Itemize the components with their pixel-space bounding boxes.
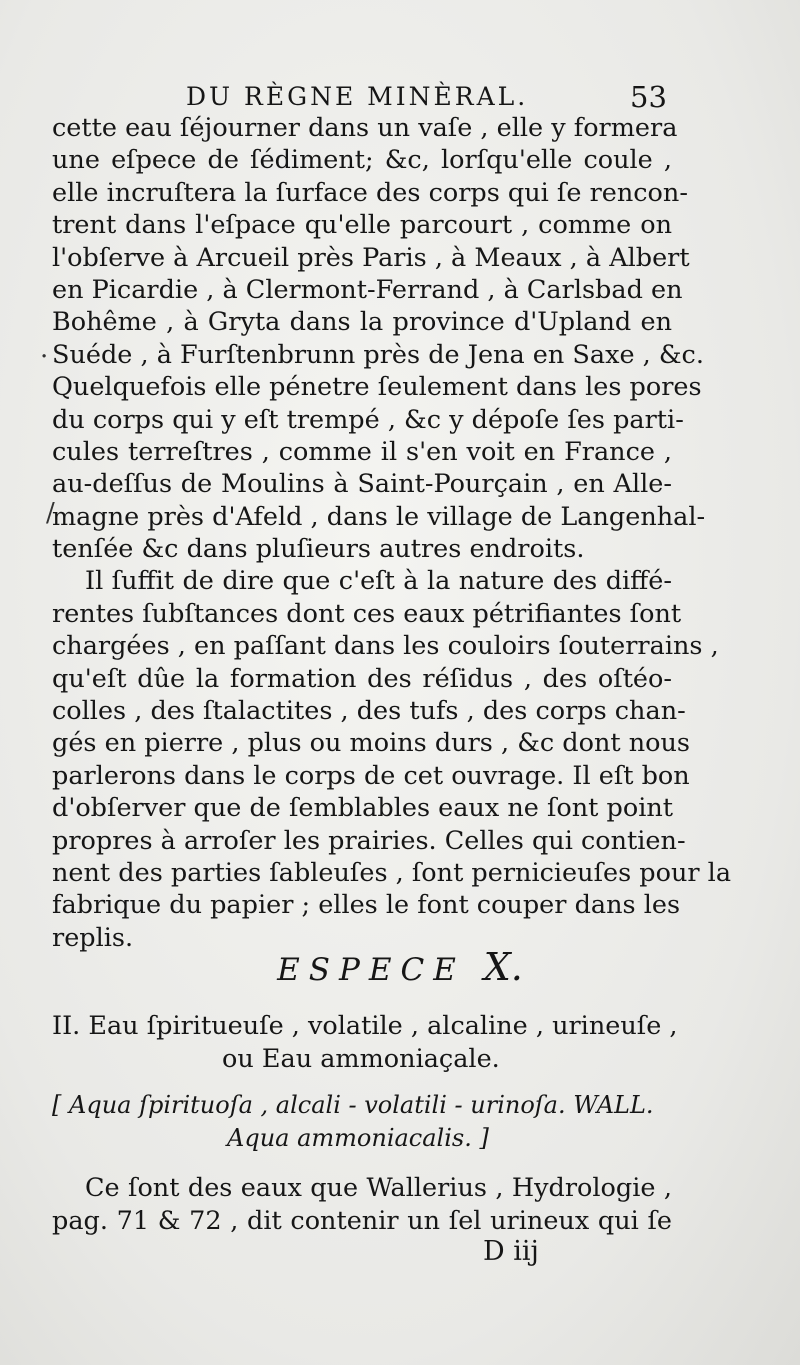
text-line: propres à arroſer les prairies. Celles qui contien-	[52, 825, 686, 856]
text-line: rentes ſubſtances dont ces eaux pétrifiantes ſont	[52, 598, 682, 629]
text-line: tenſée &c dans pluſieurs autres endroits.	[52, 534, 585, 565]
text-line: en Picardie , à Clermont-Ferrand , à Carlsbad en	[52, 274, 683, 305]
page-number: 53	[630, 80, 667, 114]
text-line: au-deſſus de Moulins à Saint-Pourçain , en Alle-	[52, 469, 672, 500]
text-line: trent dans l'eſpace qu'elle parcourt , comme on	[52, 210, 672, 241]
text-line: Quelquefois elle pénetre ſeulement dans les pores	[52, 372, 702, 403]
text-line: une eſpece de ſédiment; &c, lorſqu'elle coule ,	[52, 145, 672, 176]
text-line: gés en pierre , plus ou moins durs , &c dont nous	[52, 728, 691, 759]
text-line: cette eau ſéjourner dans un vaſe , elle y formera	[52, 113, 678, 143]
text-line: Suéde , à Furſtenbrunn près de Jena en Saxe , &c.	[52, 339, 704, 370]
paragraph-3	[52, 1172, 672, 1238]
paragraph-1	[52, 112, 706, 565]
species-line: II. Eau ſpiritueuſe , volatile , alcaline , urineuſe ,	[52, 1011, 678, 1041]
margin-tick: /	[46, 498, 55, 528]
running-head: DU RÈGNE MINÈRAL.	[186, 82, 529, 111]
section-numeral: X.	[483, 945, 523, 989]
text-line: Il ſuffit de dire que c'eſt à la nature des diffé-	[85, 566, 672, 597]
latin-line: [ Aqua ſpirituoſa , alcali - volatili - urinoſa. WALL.	[52, 1091, 654, 1119]
section-label: ESPECE	[277, 952, 465, 988]
text-line: replis.	[52, 922, 134, 953]
text-line: elle incruſtera la ſurface des corps qui ſe rencon-	[52, 177, 688, 208]
species-line: ou Eau ammoniaçale.	[222, 1044, 500, 1074]
text-line: parlerons dans le corps de cet ouvrage. Il eſt bon	[52, 760, 690, 791]
body-text	[52, 112, 732, 954]
text-line: cules terreſtres , comme il s'en voit en France ,	[52, 436, 672, 467]
signature-mark: D iij	[483, 1236, 539, 1267]
text-line: colles , des ſtalactites , des tufs , des corps chan-	[52, 696, 686, 727]
text-line: du corps qui y eſt trempé , &c y dépoſe ſes parti-	[52, 404, 684, 435]
margin-dot: ·	[40, 342, 49, 372]
latin-line: Aqua ammoniacalis. ]	[227, 1124, 489, 1152]
text-line: Ce ſont des eaux que Wallerius , Hydrologie ,	[85, 1173, 672, 1203]
text-line: chargées , en paſſant dans les couloirs ſouterrains ,	[52, 631, 719, 662]
text-line: magne près d'Afeld , dans le village de Langenhal-	[52, 501, 706, 532]
text-line: d'obſerver que de ſemblables eaux ne ſont point	[52, 793, 674, 824]
latin-name	[52, 1089, 672, 1155]
section-heading	[0, 945, 800, 989]
text-line: l'obſerve à Arcueil près Paris , à Meaux , à Albert	[52, 242, 690, 273]
text-line: fabrique du papier ; elles le font couper dans les	[52, 890, 681, 921]
text-line: nent des parties ſableuſes , ſont pernicieuſes pour la	[52, 857, 732, 888]
paragraph-2	[52, 565, 732, 954]
text-line: Bohême , à Gryta dans la province d'Upland en	[52, 307, 672, 338]
species-title	[52, 1010, 678, 1076]
text-line: qu'eſt dûe la formation des réſidus , des oſtéo-	[52, 663, 672, 694]
text-line: pag. 71 & 72 , dit contenir un ſel urineux qui ſe	[52, 1206, 672, 1236]
